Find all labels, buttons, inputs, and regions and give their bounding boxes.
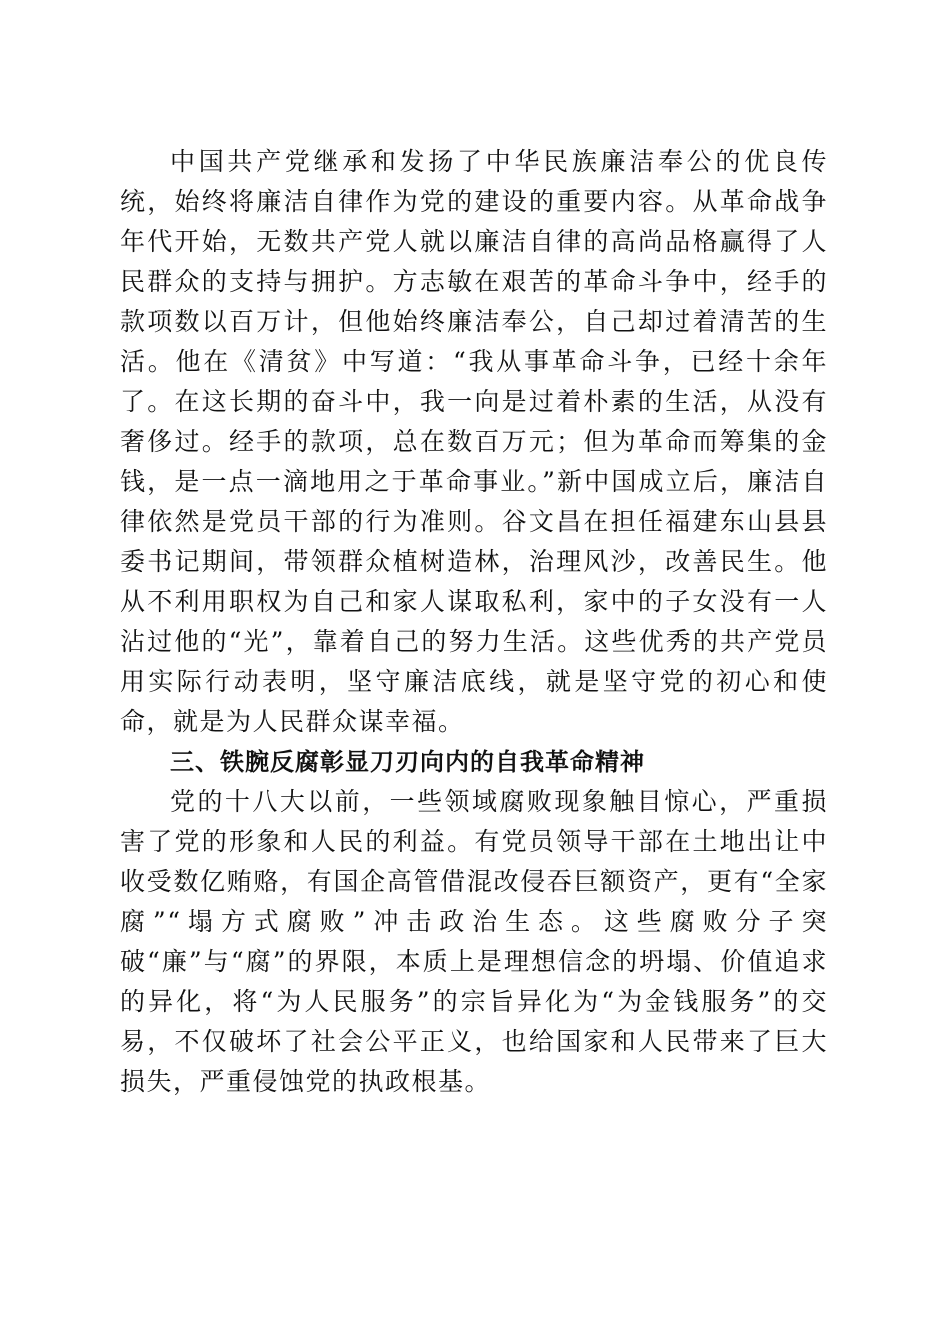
body-paragraph-1: 中国共产党继承和发扬了中华民族廉洁奉公的优良传统，始终将廉洁自律作为党的建设的重要内容。从革命战争年代开始，无数共产党人就以廉洁自律的高尚品格赢得了人民群众的支持与拥护。方志敏在艰苦的革命斗争中，经手的款项数以百万计，但他始终廉洁奉公，自己却过着清苦的生活。他在《清贫》中写道：“我从事革命斗争，已经十余年了。在这长期的奋斗中，我一向是过着朴素的生活，从没有奢侈过。经手的款项，总在数百万元；但为革命而筹集的金钱，是一点一滴地用之于革命事业。”新中国成立后，廉洁自律依然是党员干部的行为准则。谷文昌在担任福建东山县县委书记期间，带领群众植树造林，治理风沙，改善民生。他从不利用职权为自己和家人谋取私利，家中的子女没有一人沾过他的“光”，靠着自己的努力生活。这些优秀的共产党员用实际行动表明，坚守廉洁底线，就是坚守党的初心和使命，就是为人民群众谋幸福。: [120, 147, 828, 736]
body-paragraph-2: 党的十八大以前，一些领域腐败现象触目惊心，严重损害了党的形象和人民的利益。有党员领导干部在土地出让中收受数亿贿赂，有国企高管借混改侵吞巨额资产，更有“全家腐”“塌方式腐败”冲击政治生态。这些腐败分子突破“廉”与“腐”的界限，本质上是理想信念的坍塌、价值追求的异化，将“为人民服务”的宗旨异化为“为金钱服务”的交易，不仅破坏了社会公平正义，也给国家和人民带来了巨大损失，严重侵蚀党的执政根基。: [120, 787, 828, 1096]
section-heading: 三、铁腕反腐彰显刀刃向内的自我革命精神: [170, 748, 645, 776]
document-body: [120, 142, 828, 1102]
